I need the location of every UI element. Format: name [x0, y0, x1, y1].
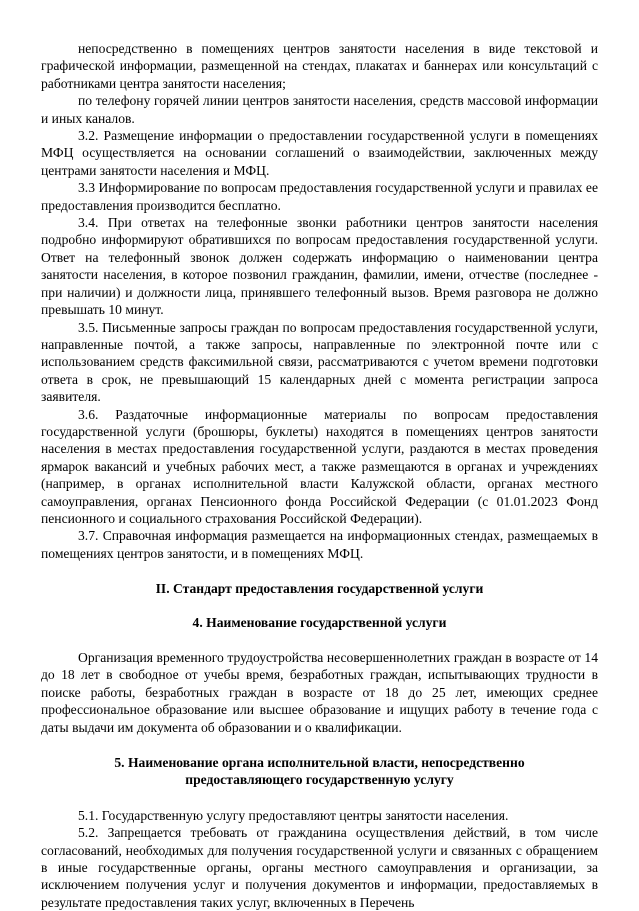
section-4-heading: 4. Наименование государственной услуги: [192, 614, 447, 630]
section-2-heading: II. Стандарт предоставления государственной услуги: [155, 581, 484, 597]
paragraph-3-5: 3.5. Письменные запросы граждан по вопросам предоставления государственной услуги, направленные почтой, а также запросы, направленные по электронной почте или с использованием средств факсимильной связи, рассматриваются с учетом времени подготовки ответа в срок, не превышающий 15 календарных дней с момента регистрации запроса заявителя.: [41, 319, 598, 405]
paragraph-3-4: 3.4. При ответах на телефонные звонки работники центров занятости населения подробно информируют обратившихся по вопросам предоставления государственной услуги. Ответ на телефонный звонок должен содержать информацию о наименовании центра занятости населения, в которое позвонил гражданин, фамилии, имени, отчестве (последнее - при наличии) и должности лица, принявшего телефонный вызов. Время разговора не должно превышать 10 минут.: [41, 215, 598, 318]
paragraph-3-7: 3.7. Справочная информация размещается на информационных стендах, размещаемых в помещениях центров занятости, и в помещениях МФЦ.: [41, 528, 598, 561]
section-4-text: Организация временного трудоустройства несовершеннолетних граждан в возрасте от 14 до 18 лет в свободное от учебы время, безработных граждан, испытывающих трудности в поиске работы, безработных граждан в возрасте от 18 до 25 лет, имеющих среднее профессиональное образование или высшее образование и ищущих работу в течение года с даты выдачи им документа об образовании и о квалификации.: [41, 650, 598, 735]
section-5-heading-line2: предоставляющего государственную услугу: [185, 772, 454, 788]
paragraph-hotline: по телефону горячей линии центров занятости населения, средств массовой информации и иных каналов.: [41, 93, 598, 126]
paragraph-info-in-centers: непосредственно в помещениях центров занятости населения в виде текстовой и графической информации, размещенной на стендах, плакатах и баннерах или консультаций с работниками центра занятости населения;: [41, 41, 598, 91]
paragraph-5-1: 5.1. Государственную услугу предоставляют центры занятости населения.: [78, 807, 509, 823]
section-5-heading: [41, 754, 598, 789]
section-5-heading-line1: 5. Наименование органа исполнительной власти, непосредственно: [114, 755, 525, 771]
paragraph-3-6: 3.6. Раздаточные информационные материалы по вопросам предоставления государственной услуги (брошюры, буклеты) находятся в помещениях центров занятости населения в местах предоставления государственной услуги, раздаются в местах проведения ярмарок вакансий и учебных рабочих мест, а также размещаются в органах и учреждениях (например, в органах исполнительной власти Калужской области, органах местного самоуправления, органах Пенсионного фонда Российской Федерации (с 01.01.2023 Фонд пенсионного и социального страхования Российской Федерации).: [41, 406, 598, 526]
paragraph-3-3: 3.3 Информирование по вопросам предоставления государственной услуги и правилах ее предоставления производится бесплатно.: [41, 180, 598, 213]
paragraph-5-2: 5.2. Запрещается требовать от гражданина осуществления действий, в том числе согласований, необходимых для получения государственной услуги и связанных с обращением в иные государственные органы, органы местного самоуправления и организации, за исключением получения услуг и получения документов и информации, предоставляемых в результате предоставления таких услуг, включенных в Перечень: [41, 825, 598, 910]
paragraph-3-2: 3.2. Размещение информации о предоставлении государственной услуги в помещениях МФЦ осуществляется на основании соглашений о взаимодействии, заключенных между центрами занятости населения и МФЦ.: [41, 128, 598, 178]
